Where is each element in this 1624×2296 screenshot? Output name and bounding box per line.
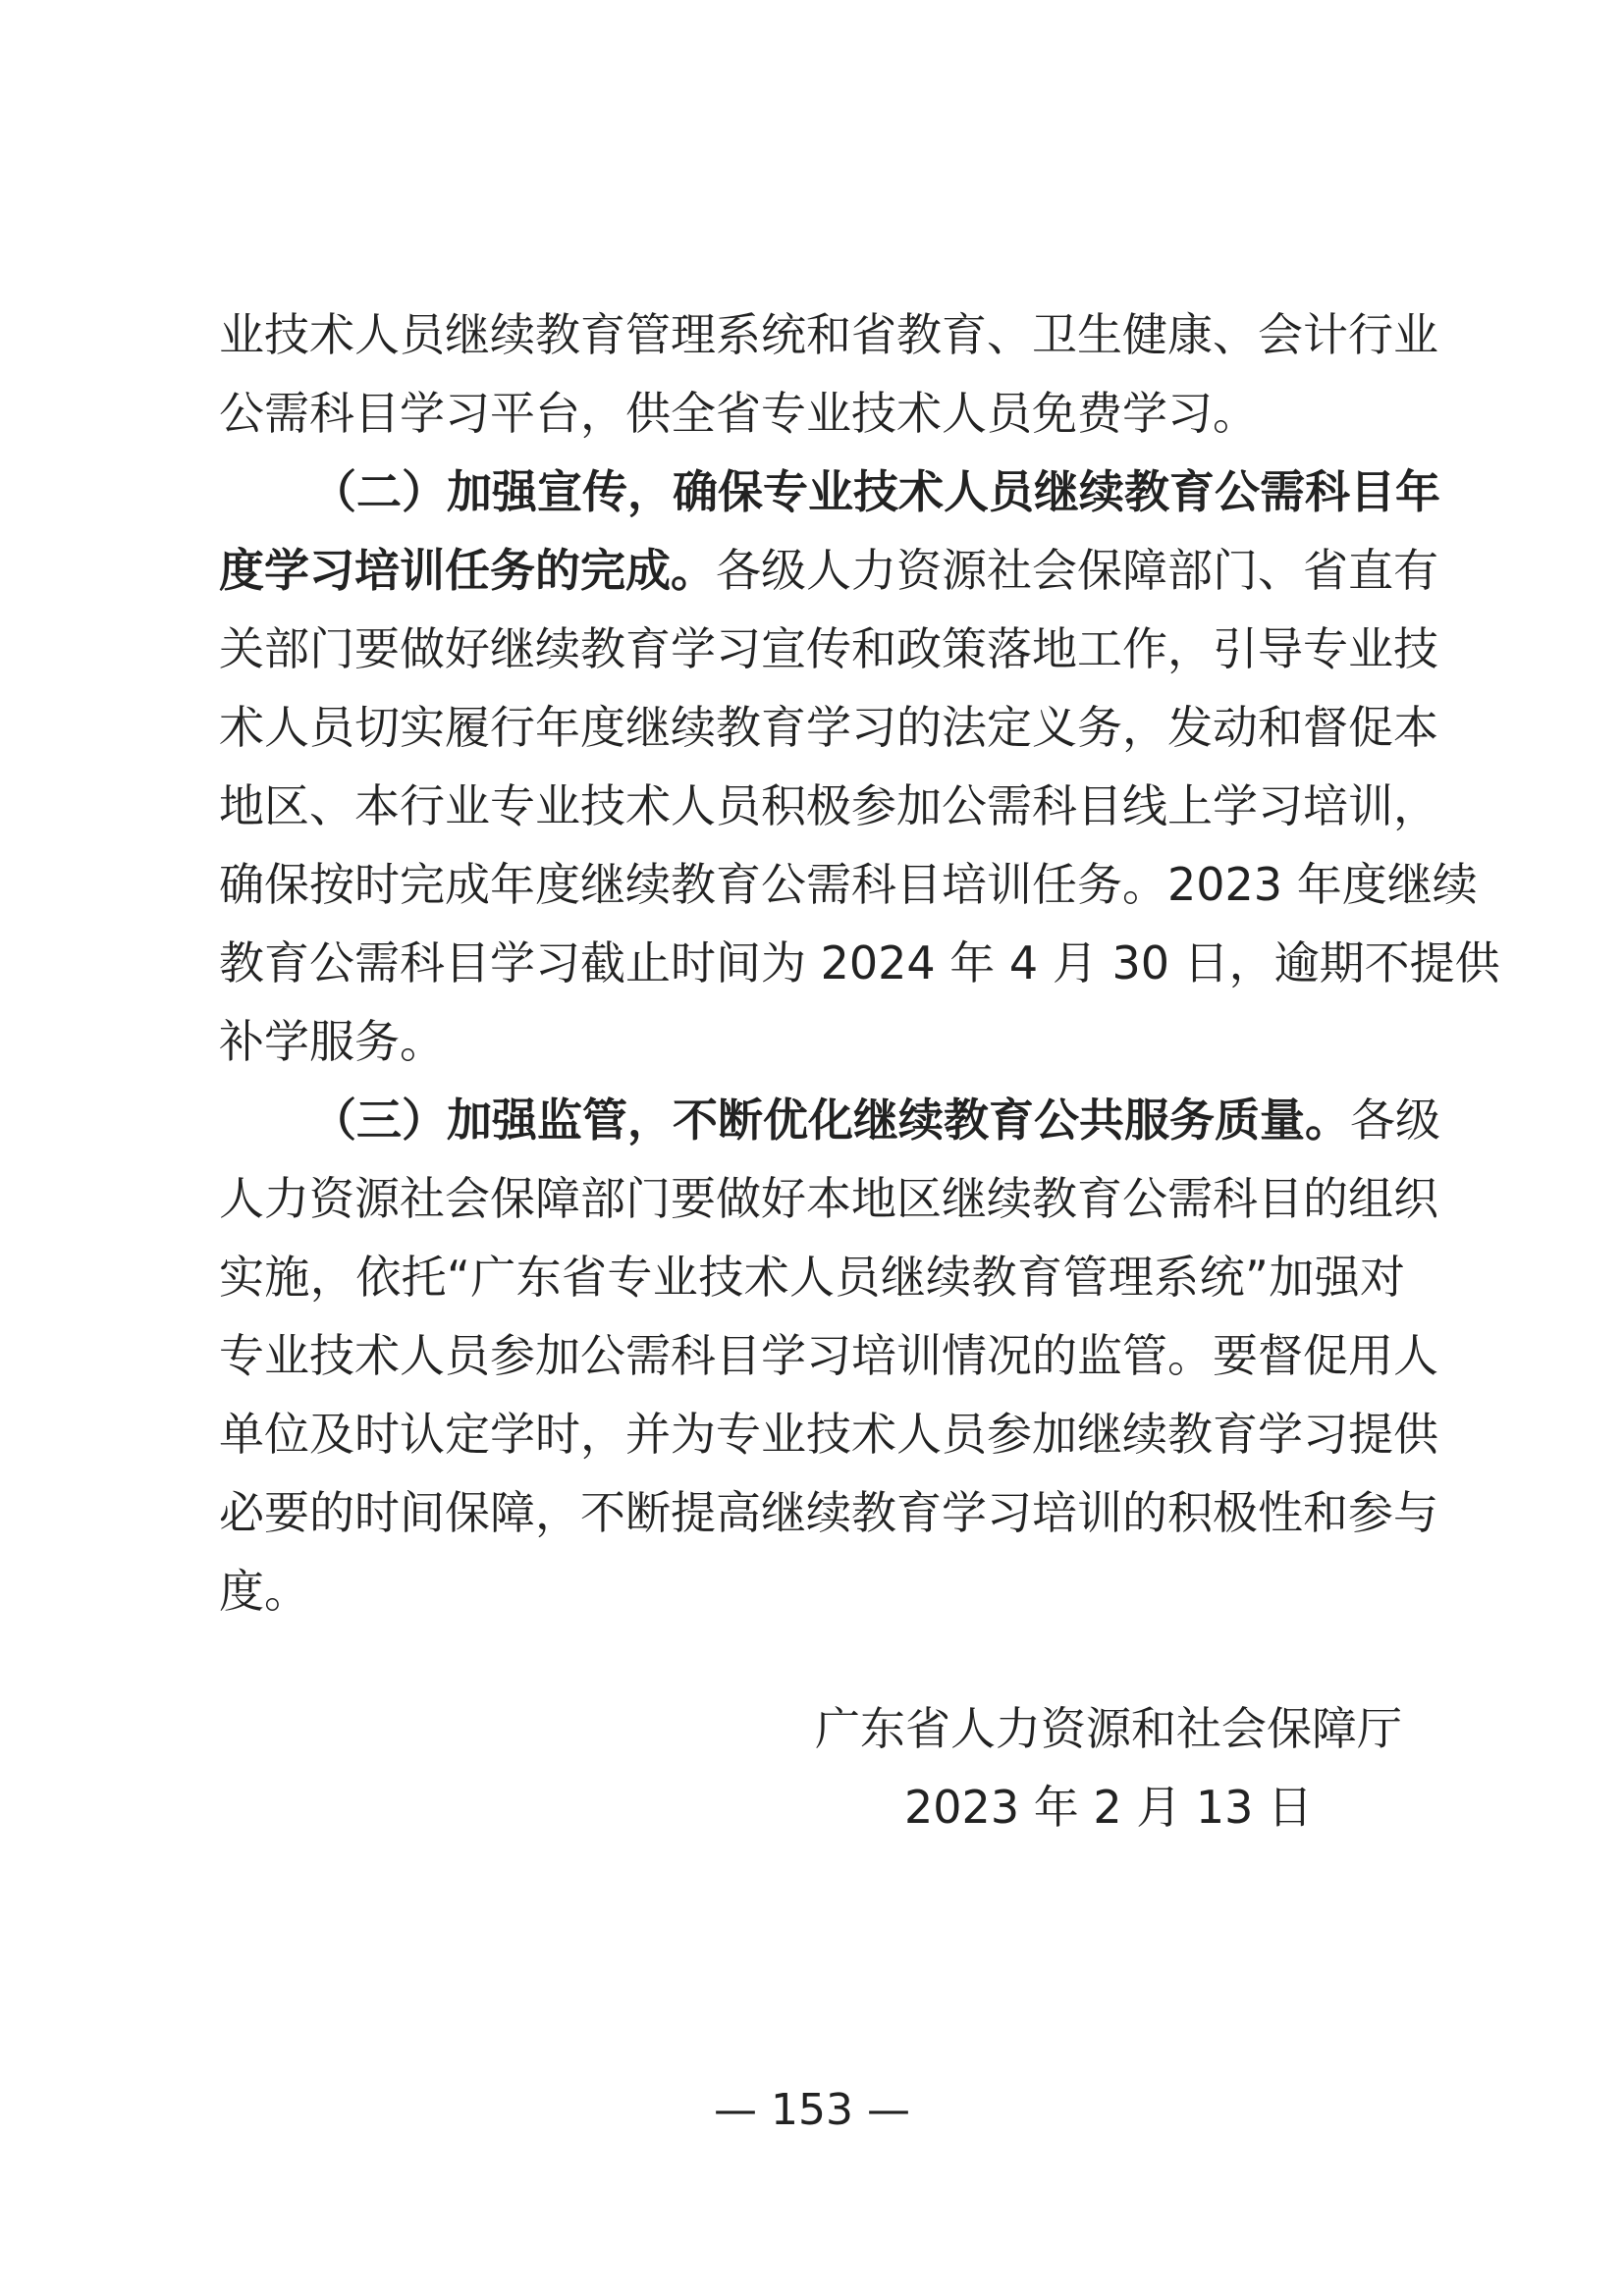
paragraph-3-line-5: 单位及时认定学时，并为专业技术人员参加继续教育学习提供 bbox=[219, 1408, 1438, 1461]
paragraph-2-line-4: 术人员切实履行年度继续教育学习的法定义务，发动和督促本 bbox=[219, 701, 1438, 754]
paragraph-2-heading-line-1: （二）加强宣传，确保专业技术人员继续教育公需科目年 bbox=[311, 465, 1440, 518]
paragraph-2-line-5: 地区、本行业专业技术人员积极参加公需科目线上学习培训， bbox=[219, 779, 1438, 832]
paragraph-2-line-8: 补学服务。 bbox=[219, 1015, 445, 1068]
paragraph-3-line-7: 度。 bbox=[219, 1565, 309, 1618]
paragraph-2-line-6: 确保按时完成年度继续教育公需科目培训任务。2023 年度继续 bbox=[219, 858, 1478, 911]
paragraph-1-line-2: 公需科目学习平台，供全省专业技术人员免费学习。 bbox=[219, 387, 1258, 440]
paragraph-2-line-7: 教育公需科目学习截止时间为 2024 年 4 月 30 日，逾期不提供 bbox=[219, 936, 1500, 989]
paragraph-2-heading-line-2: 度学习培训任务的完成。 bbox=[219, 544, 716, 597]
paragraph-3-heading: （三）加强监管，不断优化继续教育公共服务质量。 bbox=[311, 1094, 1350, 1147]
paragraph-1-line-1: 业技术人员继续教育管理系统和省教育、卫生健康、会计行业 bbox=[219, 308, 1438, 361]
page-number: — 153 — bbox=[714, 2085, 910, 2135]
paragraph-2-line-3: 关部门要做好继续教育学习宣传和政策落地工作，引导专业技 bbox=[219, 622, 1438, 675]
paragraph-2-line-2-text: 各级人力资源社会保障部门、省直有 bbox=[716, 544, 1438, 597]
signature-date: 2023 年 2 月 13 日 bbox=[904, 1781, 1313, 1834]
paragraph-3-line-4: 专业技术人员参加公需科目学习培训情况的监管。要督促用人 bbox=[219, 1329, 1438, 1382]
paragraph-3-line-1 bbox=[311, 1081, 1440, 1159]
paragraph-3-line-6: 必要的时间保障，不断提高继续教育学习培训的积极性和参与 bbox=[219, 1486, 1438, 1539]
signature-organization: 广东省人力资源和社会保障厅 bbox=[815, 1702, 1402, 1755]
paragraph-3-line-1-text: 各级 bbox=[1350, 1094, 1440, 1147]
paragraph-3-line-2: 人力资源社会保障部门要做好本地区继续教育公需科目的组织 bbox=[219, 1172, 1438, 1225]
paragraph-3-line-3: 实施，依托“广东省专业技术人员继续教育管理系统”加强对 bbox=[219, 1251, 1405, 1304]
paragraph-2-line-2 bbox=[219, 531, 1438, 610]
